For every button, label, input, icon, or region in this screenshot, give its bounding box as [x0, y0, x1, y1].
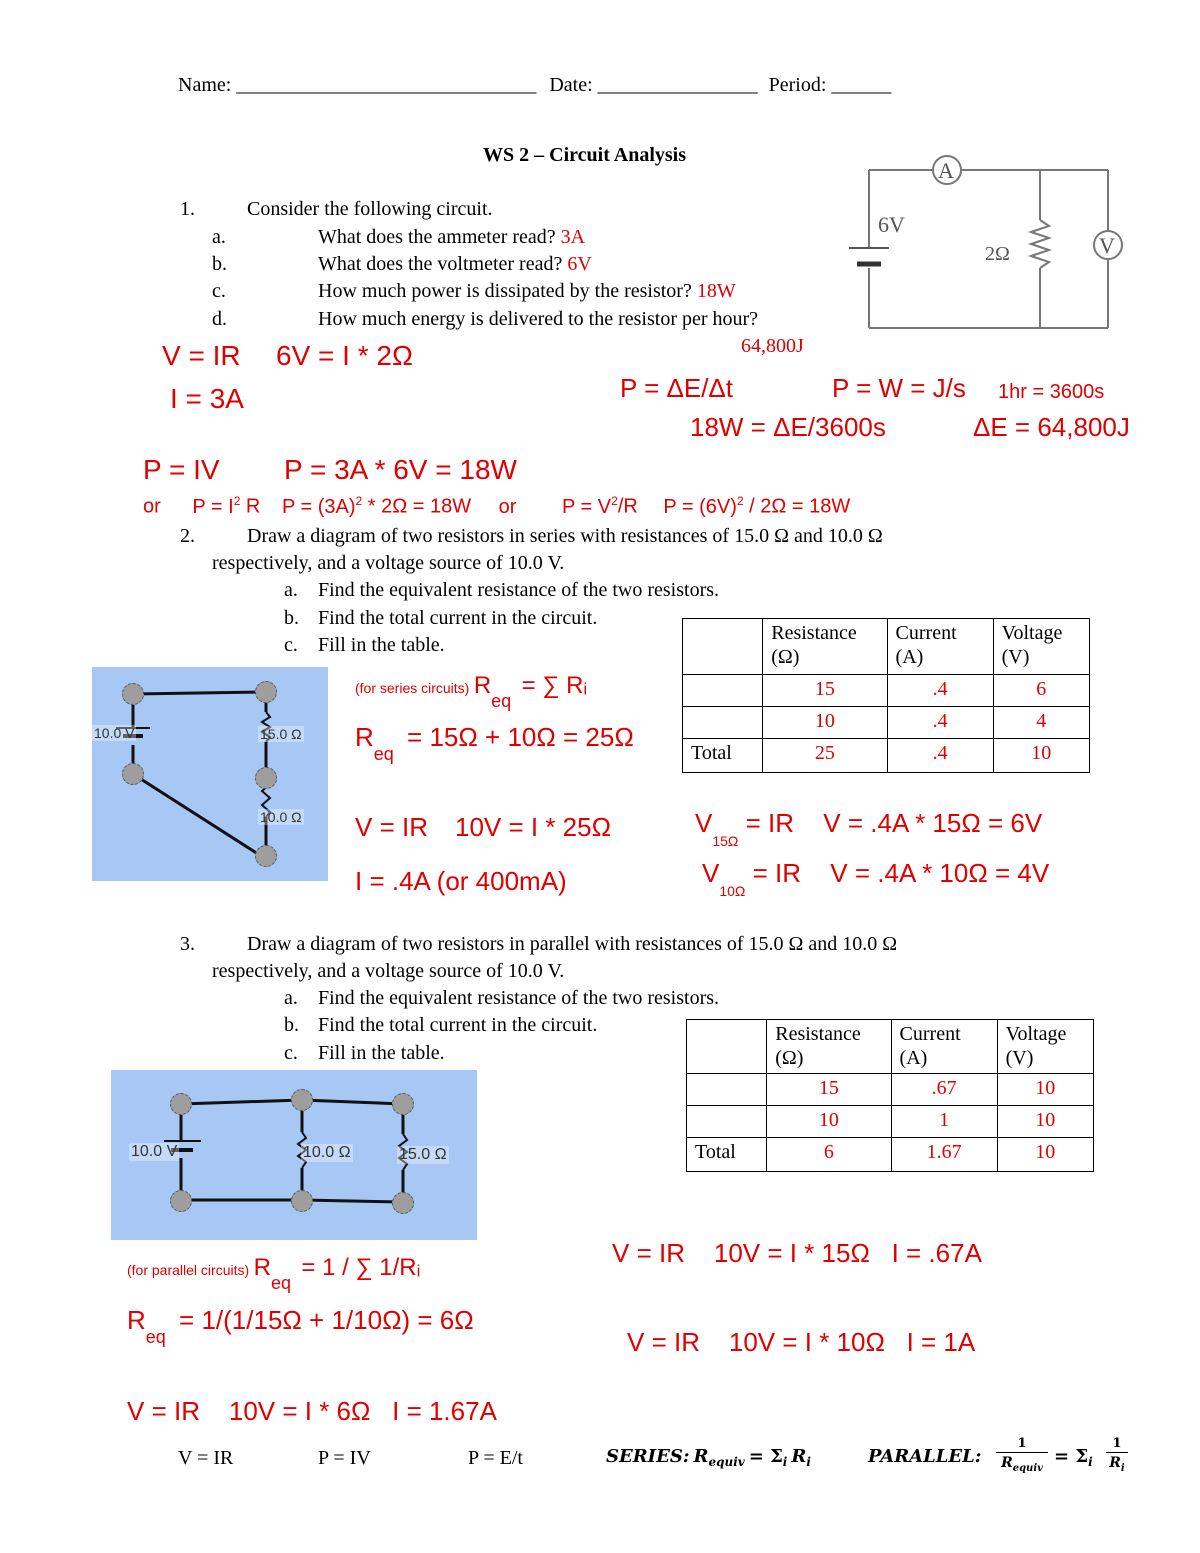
q1-number: 1.	[180, 198, 195, 220]
footer-energy-law: P = E/t	[468, 1447, 523, 1469]
node[interactable]	[291, 1190, 313, 1212]
ammeter-label: A	[938, 158, 954, 183]
page-title: WS 2 – Circuit Analysis	[483, 144, 686, 166]
q3-current-10: V = IR 10V = I * 10Ω I = 1A	[627, 1327, 976, 1357]
table-cell: 1.67	[891, 1138, 997, 1172]
table-cell: 10	[993, 739, 1089, 773]
q2-v10: $V_{10\Omega}$ = IR V = .4A * 10Ω = 4V	[702, 858, 1050, 899]
q2b-letter: b.	[284, 607, 299, 629]
q2b: Find the total current in the circuit.	[318, 607, 598, 629]
node[interactable]	[392, 1192, 414, 1214]
table-cell: .67	[891, 1074, 997, 1106]
q3c-letter: c.	[284, 1042, 298, 1064]
q3-current-15: V = IR 10V = I * 15Ω I = .67A	[612, 1238, 982, 1268]
q3a-letter: a.	[284, 987, 298, 1009]
table-cell: 25	[763, 739, 887, 773]
q2a-letter: a.	[284, 579, 298, 601]
header-voltage: Voltage (V)	[997, 1020, 1093, 1074]
q3-req-calc: $R_{eq} = 1/(1/15\Omega + 1/10\Omega) = 6\Omega$	[127, 1305, 474, 1347]
table-cell: 15	[763, 675, 887, 707]
q2-prompt-cont: respectively, and a voltage source of 10.0 V.	[212, 552, 565, 574]
q1a-answer: 3A	[560, 226, 586, 248]
table-cell: 10	[763, 707, 887, 739]
q1b: What does the voltmeter read? 6V	[318, 253, 592, 275]
node[interactable]	[170, 1093, 192, 1115]
table-cell: 15	[767, 1074, 891, 1106]
node[interactable]	[170, 1190, 192, 1212]
footer-parallel-fraction: 1 $R_{equiv}$	[996, 1436, 1048, 1474]
q1-power-rate: P = ΔE/Δt	[620, 373, 734, 403]
date-label: Date:	[549, 74, 593, 96]
header-voltage: Voltage (V)	[993, 619, 1089, 675]
row-label-total: Total	[683, 739, 763, 773]
q2c-letter: c.	[284, 634, 298, 656]
footer-power-law: P = IV	[318, 1447, 371, 1469]
q1d: How much energy is delivered to the resistor per hour?	[318, 308, 759, 330]
q1-power-calc: P = 3A * 6V = 18W	[284, 454, 517, 485]
q3a: Find the equivalent resistance of the two resistors.	[318, 987, 720, 1009]
table-cell: 10	[997, 1074, 1093, 1106]
parallel-circuit-diagram	[111, 1070, 477, 1240]
q3-number: 3.	[180, 933, 195, 955]
table-cell: 6	[993, 675, 1089, 707]
q3c: Fill in the table.	[318, 1042, 445, 1064]
node[interactable]	[291, 1089, 313, 1111]
q1d-letter: d.	[212, 308, 227, 330]
date-field[interactable]: ________________	[597, 74, 758, 96]
q2-v15: $V_{15\Omega}$ = IR V = .4A * 15Ω = 6V	[695, 808, 1043, 849]
q1-prompt: Consider the following circuit.	[247, 198, 493, 220]
table-cell: .4	[887, 739, 993, 773]
q2-req-calc: $R_{eq} = 15\Omega + 10\Omega = 25\Omega$	[355, 722, 634, 764]
footer-parallel-label: PARALLEL:	[868, 1446, 982, 1467]
table-cell: 1	[891, 1106, 997, 1138]
q2-ohm-sub: 10V = I * 25Ω	[455, 812, 612, 842]
q1-alt-power: or $P = I^2$ R $P = (3A)^2 * 2\Omega = 18W$ or $P = V^2/R$ $P = (6V)^2 / 2\Omega = 18W$	[143, 494, 851, 518]
header	[178, 74, 891, 97]
voltmeter-label: V	[1099, 233, 1115, 258]
row-label	[687, 1106, 767, 1138]
battery-voltage-label: 6V	[878, 212, 905, 237]
footer-parallel-term: 1 $R_i$	[1106, 1436, 1128, 1474]
q2-number: 2.	[180, 525, 195, 547]
header-current: Current (A)	[887, 619, 993, 675]
table-cell: 10	[767, 1106, 891, 1138]
period-field[interactable]: ______	[831, 74, 892, 96]
header-current: Current (A)	[891, 1020, 997, 1074]
q3-parallel-formula: (for parallel circuits) $R_{eq} = 1$ / ∑ 1/Rᵢ	[127, 1254, 421, 1293]
q1-ohm-law: V = IR	[162, 340, 241, 371]
series-circuit-diagram	[92, 667, 328, 881]
q1-current: I = 3A	[170, 383, 244, 414]
node[interactable]	[122, 683, 144, 705]
q1-hour-conversion: 1hr = 3600s	[998, 381, 1105, 403]
parallel-results-table	[686, 1019, 1094, 1172]
period-label: Period:	[768, 74, 827, 96]
q2c: Fill in the table.	[318, 634, 445, 656]
table-cell: 10	[997, 1138, 1093, 1172]
q1-power-formula: P = IV	[143, 454, 220, 485]
footer-ohm-law: V = IR	[178, 1447, 234, 1469]
table-cell: 10	[997, 1106, 1093, 1138]
q2-ohm-law: V = IR	[355, 812, 428, 842]
q2-prompt: Draw a diagram of two resistors in series with resistances of 15.0 Ω and 10.0 Ω	[247, 525, 883, 547]
header-resistance: Resistance (Ω)	[763, 619, 887, 675]
series-results-table	[682, 618, 1090, 773]
q2a: Find the equivalent resistance of the two resistors.	[318, 579, 720, 601]
table-cell: 4	[993, 707, 1089, 739]
battery-label: 10.0 V	[94, 725, 135, 741]
name-label: Name:	[178, 74, 232, 96]
q3b: Find the total current in the circuit.	[318, 1014, 598, 1036]
header-resistance: Resistance (Ω)	[767, 1020, 891, 1074]
node[interactable]	[392, 1093, 414, 1115]
row-label-total: Total	[687, 1138, 767, 1172]
q3-prompt: Draw a diagram of two resistors in parallel with resistances of 15.0 Ω and 10.0 Ω	[247, 933, 898, 955]
node[interactable]	[255, 845, 277, 867]
q1d-answer: 64,800J	[741, 335, 804, 357]
q1-power-units: P = W = J/s	[832, 373, 966, 403]
resistor-label-15: 15.0 Ω	[260, 726, 302, 742]
q3-current-total: V = IR 10V = I * 6Ω I = 1.67A	[127, 1396, 497, 1426]
table-cell: 6	[767, 1138, 891, 1172]
battery-label: 10.0 V	[131, 1143, 178, 1160]
node[interactable]	[255, 767, 277, 789]
resistor-label-10: 10.0 Ω	[260, 809, 302, 825]
q1-energy-eq: 18W = ΔE/3600s	[690, 412, 886, 442]
q1-energy-result: ΔE = 64,800J	[973, 412, 1130, 442]
q1c-answer: 18W	[696, 280, 736, 302]
footer-parallel-sum: = $\Sigma_i$	[1054, 1446, 1093, 1470]
row-label	[687, 1074, 767, 1106]
table-cell: .4	[887, 707, 993, 739]
q2-current: I = .4A (or 400mA)	[355, 866, 567, 896]
resistor-label: 2Ω	[985, 243, 1010, 265]
q1c: How much power is dissipated by the resistor? 18W	[318, 280, 736, 302]
name-field[interactable]: ______________________________	[236, 74, 537, 96]
q1b-letter: b.	[212, 253, 227, 275]
row-label	[683, 675, 763, 707]
footer-series-formula: SERIES: $R_{equiv} = \Sigma_i$ $R_i$	[606, 1446, 811, 1470]
resistor-label-10: 10.0 Ω	[303, 1144, 351, 1161]
row-label	[683, 707, 763, 739]
q1c-letter: c.	[212, 280, 226, 302]
resistor-label-15: 15.0 Ω	[399, 1146, 447, 1163]
q3-prompt-cont: respectively, and a voltage source of 10.0 V.	[212, 960, 565, 982]
table-corner	[687, 1020, 767, 1074]
q1a-letter: a.	[212, 226, 226, 248]
table-cell: .4	[887, 675, 993, 707]
q1-ohm-sub: 6V = I * 2Ω	[276, 340, 413, 371]
table-corner	[683, 619, 763, 675]
node[interactable]	[255, 681, 277, 703]
node[interactable]	[122, 763, 144, 785]
q1b-answer: 6V	[567, 253, 592, 275]
q1a: What does the ammeter read? 3A	[318, 226, 586, 248]
q2-series-formula: (for series circuits) $R_{eq}$ = ∑ Rᵢ	[355, 672, 588, 711]
q3b-letter: b.	[284, 1014, 299, 1036]
